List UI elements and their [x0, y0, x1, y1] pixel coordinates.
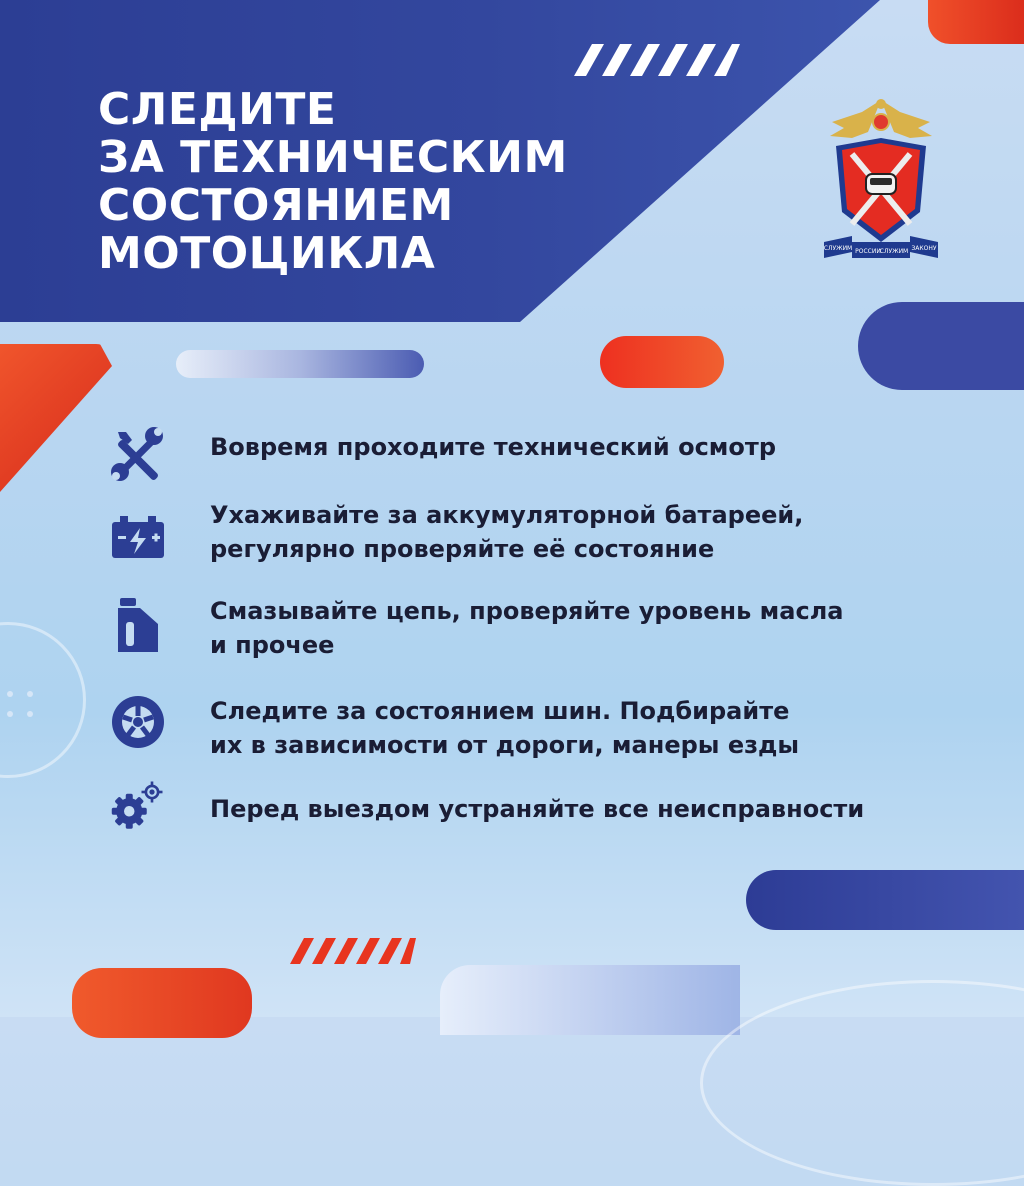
oil-canister-icon: [110, 596, 166, 652]
emblem-ribbon-text: СЛУЖИМ: [879, 248, 909, 255]
emblem-ribbon-text: ЗАКОНУ: [911, 245, 937, 252]
tip-text: [210, 594, 970, 662]
title-line: ЗА ТЕХНИЧЕСКИМ: [98, 132, 568, 183]
emblem-ribbon-text: СЛУЖИМ: [823, 245, 853, 252]
tip-line: Перед выездом устраняйте все неисправности: [210, 795, 865, 823]
gears-icon: [110, 778, 166, 834]
tip-text: [210, 498, 970, 566]
title-line: МОТОЦИКЛА: [98, 228, 436, 279]
tip-line: их в зависимости от дороги, манеры езды: [210, 731, 800, 759]
tip-line: и прочее: [210, 631, 335, 659]
tip-text: [210, 792, 970, 826]
tip-line: Смазывайте цепь, проверяйте уровень масла: [210, 597, 844, 625]
emblem-ribbon-text: РОССИИ: [855, 248, 881, 255]
tip-line: Вовремя проходите технический осмотр: [210, 433, 777, 461]
tools-icon: [110, 426, 166, 482]
tip-line: Ухаживайте за аккумуляторной батареей,: [210, 501, 804, 529]
title-line: СЛЕДИТЕ: [98, 84, 337, 135]
battery-icon: [110, 512, 166, 568]
tip-text: [210, 430, 970, 464]
tip-line: регулярно проверяйте её состояние: [210, 535, 715, 563]
wheel-icon: [110, 694, 166, 750]
title-line: СОСТОЯНИЕМ: [98, 180, 454, 231]
tip-text: [210, 694, 970, 762]
tip-line: Следите за состоянием шин. Подбирайте: [210, 697, 790, 725]
